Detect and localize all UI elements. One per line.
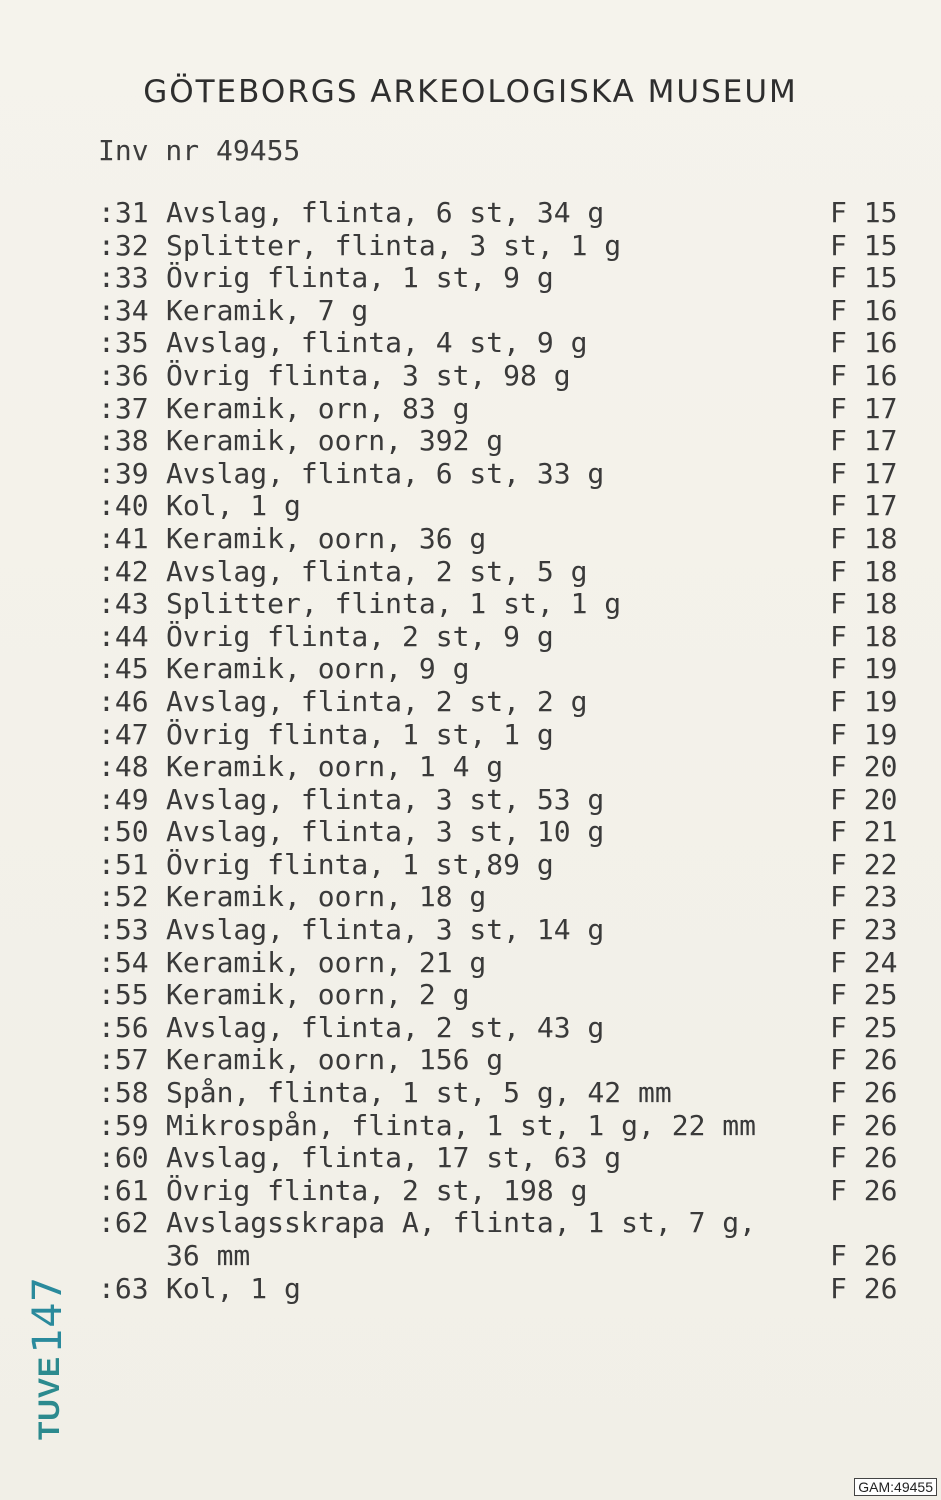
- entry-ref: F 17: [830, 456, 898, 490]
- entry-ref: F 26: [830, 1271, 898, 1305]
- entry-ref: F 24: [830, 945, 898, 979]
- entry-ref: F 19: [830, 717, 898, 751]
- entry-row: [0, 458, 941, 491]
- entry-num: :34: [98, 293, 149, 327]
- entry-row: [0, 621, 941, 654]
- entry-row: [0, 393, 941, 426]
- entry-num: :48: [98, 750, 149, 784]
- entry-row: [0, 490, 941, 523]
- entry-num: :33: [98, 261, 149, 295]
- entry-desc: Övrig flinta, 1 st, 1 g: [166, 717, 554, 751]
- entry-num: :44: [98, 619, 149, 653]
- entry-row: [0, 588, 941, 621]
- parish-stamp: TUVE: [33, 1356, 66, 1441]
- entry-desc: Splitter, flinta, 1 st, 1 g: [166, 587, 622, 621]
- entry-ref: F 23: [830, 880, 898, 914]
- entry-ref: F 18: [830, 521, 898, 555]
- entry-desc: Keramik, oorn, 2 g: [166, 978, 470, 1012]
- entry-num: :56: [98, 1010, 149, 1044]
- entry-desc: Keramik, oorn, 392 g: [166, 424, 504, 458]
- entry-num: :50: [98, 815, 149, 849]
- entry-desc: Avslag, flinta, 3 st, 14 g: [166, 913, 605, 947]
- entry-ref: F 20: [830, 782, 898, 816]
- entry-ref: F 18: [830, 619, 898, 653]
- entry-ref: F 26: [830, 1043, 898, 1077]
- entry-desc: Keramik, orn, 83 g: [166, 391, 470, 425]
- handwritten-number: 147: [25, 1276, 71, 1354]
- entry-ref: F 18: [830, 587, 898, 621]
- entry-row: [0, 979, 941, 1012]
- entry-row: [0, 425, 941, 458]
- entry-row: [0, 1142, 941, 1175]
- entry-num: :36: [98, 358, 149, 392]
- entry-ref: F 26: [830, 1239, 898, 1272]
- entry-ref: F 15: [830, 261, 898, 295]
- entry-row: [0, 751, 941, 784]
- entry-num: :32: [98, 228, 149, 262]
- entry-num: :46: [98, 684, 149, 718]
- entry-desc: Avslag, flinta, 2 st, 2 g: [166, 684, 588, 718]
- entry-row: [0, 230, 941, 263]
- entry-desc: Splitter, flinta, 3 st, 1 g: [166, 228, 622, 262]
- entry-num: :61: [98, 1173, 149, 1207]
- entry-desc: Avslag, flinta, 2 st, 43 g: [166, 1010, 605, 1044]
- entry-ref: F 23: [830, 913, 898, 947]
- entry-ref: F 20: [830, 750, 898, 784]
- entry-num: :57: [98, 1043, 149, 1077]
- entry-row: [0, 719, 941, 752]
- entry-ref: F 17: [830, 391, 898, 425]
- entry-row: [0, 1077, 941, 1110]
- entry-num: :55: [98, 978, 149, 1012]
- entry-row: [0, 816, 941, 849]
- entry-row: [0, 360, 941, 393]
- entry-num: :51: [98, 847, 149, 881]
- entry-row: [0, 1044, 941, 1077]
- entry-desc: Avslag, flinta, 3 st, 10 g: [166, 815, 605, 849]
- entry-ref: F 15: [830, 196, 898, 229]
- entry-ref: F 16: [830, 293, 898, 327]
- entry-row: [0, 849, 941, 882]
- entry-desc: Övrig flinta, 1 st, 9 g: [166, 261, 554, 295]
- entry-desc: Keramik, oorn, 156 g: [166, 1043, 504, 1077]
- entry-num: :39: [98, 456, 149, 490]
- entry-num: :45: [98, 652, 149, 686]
- entry-row: [0, 1207, 941, 1240]
- entry-row: [0, 556, 941, 589]
- entry-num: :37: [98, 391, 149, 425]
- entry-ref: F 16: [830, 326, 898, 360]
- entry-desc: Kol, 1 g: [166, 489, 301, 523]
- entry-desc: Övrig flinta, 1 st,89 g: [166, 847, 554, 881]
- entry-desc: Keramik, 7 g: [166, 293, 369, 327]
- entry-ref: F 15: [830, 228, 898, 262]
- entry-desc: 36 mm: [166, 1239, 251, 1272]
- entry-num: :42: [98, 554, 149, 588]
- entry-desc: Keramik, oorn, 18 g: [166, 880, 487, 914]
- entry-num: :41: [98, 521, 149, 555]
- entry-desc: Avslag, flinta, 3 st, 53 g: [166, 782, 605, 816]
- entry-desc: Avslag, flinta, 6 st, 34 g: [166, 196, 605, 229]
- entry-num: :47: [98, 717, 149, 751]
- entry-ref: F 21: [830, 815, 898, 849]
- entry-desc: Avslagsskrapa A, flinta, 1 st, 7 g,: [166, 1206, 757, 1240]
- entry-num: :59: [98, 1108, 149, 1142]
- entry-row: [0, 262, 941, 295]
- entry-ref: F 25: [830, 1010, 898, 1044]
- entry-row: [0, 295, 941, 328]
- entry-num: :54: [98, 945, 149, 979]
- entry-desc: Keramik, oorn, 21 g: [166, 945, 487, 979]
- entry-ref: F 26: [830, 1108, 898, 1142]
- entry-desc: Keramik, oorn, 36 g: [166, 521, 487, 555]
- image-id-label: GAM:49455: [854, 1478, 937, 1496]
- entry-row: [0, 784, 941, 817]
- entry-ref: F 26: [830, 1076, 898, 1110]
- entry-ref: F 26: [830, 1141, 898, 1175]
- entry-num: :63: [98, 1271, 149, 1305]
- entry-row: [0, 947, 941, 980]
- entry-row: [0, 327, 941, 360]
- entry-num: :53: [98, 913, 149, 947]
- entry-desc: Avslag, flinta, 2 st, 5 g: [166, 554, 588, 588]
- entry-desc: Kol, 1 g: [166, 1271, 301, 1305]
- entry-row: [0, 653, 941, 686]
- entry-desc: Keramik, oorn, 1 4 g: [166, 750, 504, 784]
- entry-num: :62: [98, 1206, 149, 1240]
- entry-row: [0, 914, 941, 947]
- entry-num: :31: [98, 196, 149, 229]
- entry-ref: F 17: [830, 424, 898, 458]
- entry-num: :49: [98, 782, 149, 816]
- entry-num: :35: [98, 326, 149, 360]
- entry-desc: Avslag, flinta, 4 st, 9 g: [166, 326, 588, 360]
- entry-desc: Avslag, flinta, 17 st, 63 g: [166, 1141, 622, 1175]
- entry-desc: Mikrospån, flinta, 1 st, 1 g, 22 mm: [166, 1108, 757, 1142]
- entry-list: [0, 197, 941, 1305]
- entry-desc: Spån, flinta, 1 st, 5 g, 42 mm: [166, 1076, 672, 1110]
- entry-row: [0, 1273, 941, 1306]
- entry-desc: Övrig flinta, 2 st, 198 g: [166, 1173, 588, 1207]
- inventory-number: Inv nr 49455: [98, 134, 301, 167]
- entry-ref: F 22: [830, 847, 898, 881]
- entry-ref: F 17: [830, 489, 898, 523]
- entry-row: [0, 1012, 941, 1045]
- entry-row: [0, 1175, 941, 1208]
- entry-row: [0, 881, 941, 914]
- entry-ref: F 26: [830, 1173, 898, 1207]
- entry-row: [0, 1110, 941, 1143]
- entry-desc: Övrig flinta, 3 st, 98 g: [166, 358, 571, 392]
- entry-ref: F 19: [830, 684, 898, 718]
- entry-ref: F 18: [830, 554, 898, 588]
- entry-num: :38: [98, 424, 149, 458]
- entry-row: [0, 686, 941, 719]
- entry-desc: Keramik, oorn, 9 g: [166, 652, 470, 686]
- entry-ref: F 16: [830, 358, 898, 392]
- entry-row: [0, 523, 941, 556]
- entry-desc: Avslag, flinta, 6 st, 33 g: [166, 456, 605, 490]
- entry-ref: F 19: [830, 652, 898, 686]
- entry-row: [0, 197, 941, 230]
- entry-num: :43: [98, 587, 149, 621]
- entry-row: [0, 1240, 941, 1273]
- museum-heading: GÖTEBORGS ARKEOLOGISKA MUSEUM: [143, 74, 798, 110]
- entry-num: :52: [98, 880, 149, 914]
- entry-ref: F 25: [830, 978, 898, 1012]
- entry-desc: Övrig flinta, 2 st, 9 g: [166, 619, 554, 653]
- entry-num: :58: [98, 1076, 149, 1110]
- entry-num: :60: [98, 1141, 149, 1175]
- entry-num: :40: [98, 489, 149, 523]
